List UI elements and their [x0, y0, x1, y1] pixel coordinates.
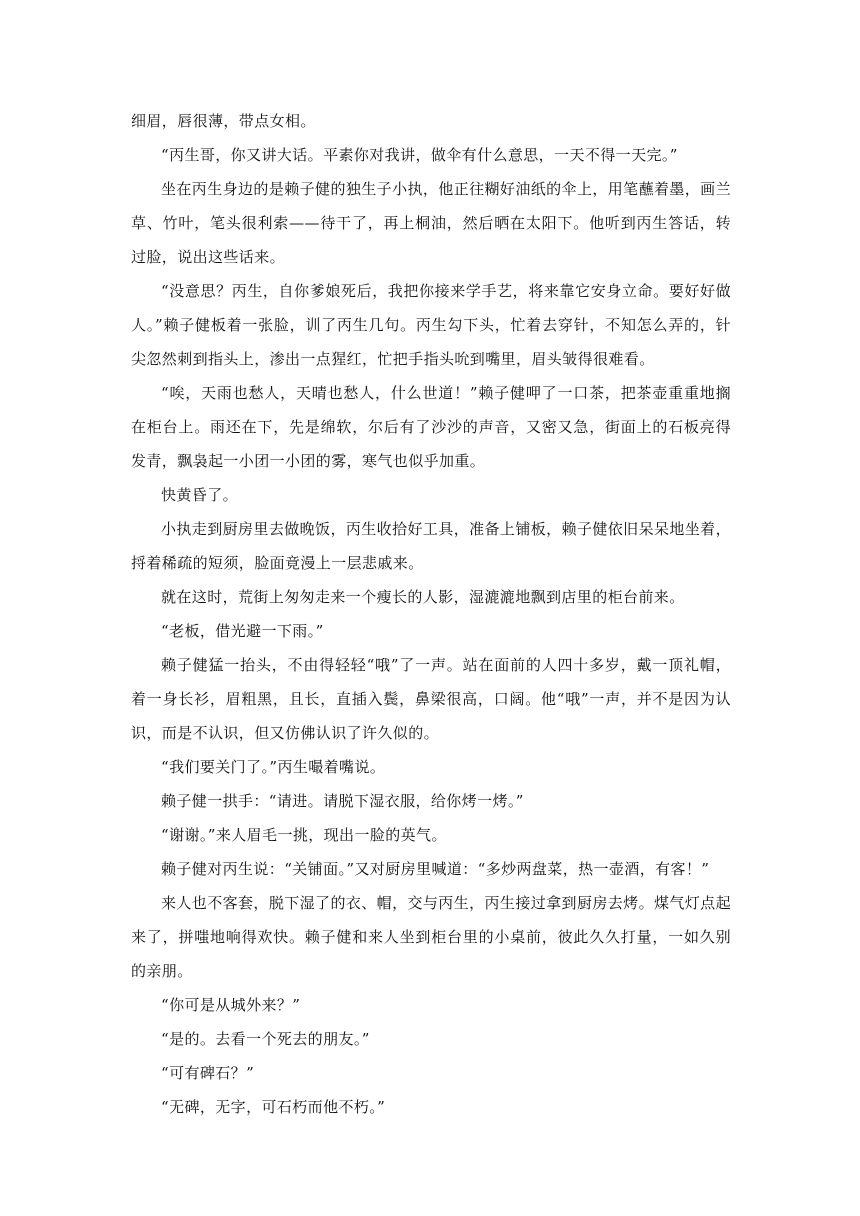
paragraph-stranger-request: “老板，借光避一下雨。” — [161, 622, 324, 640]
paragraph-orders: 赖子健对丙生说：“关铺面。”又对厨房里喊道：“多炒两盘菜，热一壶酒，有客！” — [161, 860, 710, 878]
paragraph-seated-together: 来人也不客套，脱下湿了的衣、帽，交与丙生，丙生接过拿到厨房去烤。煤气灯点起来了，拼嗤地响得欢快。赖子健和来人坐到柜台里的小桌前，彼此久久打量，一如久别的亲朋。 — [131, 894, 731, 980]
paragraph-invitation: 赖子健一拱手：“请进。请脱下湿衣服，给你烤一烤。” — [161, 792, 524, 810]
paragraph-lai-zijian-lecture: “没意思？丙生，自你爹娘死后，我把你接来学手艺，将来靠它安身立命。要好好做人。”赖子健板着一张脸，训了丙生几句。丙生勾下头，忙着去穿针，不知怎么弄的，针尖忽然刺到指头上，渗出一点猩红，忙把手指头吮到嘴里，眉头皱得很难看。 — [131, 282, 731, 368]
paragraph-dialogue-xiaozhi: “丙生哥，你又讲大话。平素你对我讲，做伞有什么意思，一天不得一天完。” — [161, 146, 678, 164]
paragraph-question-tombstone: “可有碑石？” — [161, 1064, 255, 1082]
paragraph-rain-description: “唉，天雨也愁人，天晴也愁人，什么世道！”赖子健呷了一口茶，把茶壶重重地搁在柜台上。雨还在下，先是绵软，尔后有了沙沙的声音，又密又急，街面上的石板亮得发青，飘袅起一小团一小团的雾，寒气也似乎加重。 — [131, 384, 731, 470]
paragraph-xiaozhi-painting: 坐在丙生身边的是赖子健的独生子小执，他正往糊好油纸的伞上，用笔蘸着墨，画兰草、竹叶，笔头很利索——待干了，再上桐油，然后晒在太阳下。他听到丙生答话，转过脸，说出这些话来。 — [131, 180, 731, 266]
paragraph-answer-origin: “是的。去看一个死去的朋友。” — [161, 1030, 370, 1048]
paragraph-stranger-description: 赖子健猛一抬头，不由得轻轻“哦”了一声。站在面前的人四十多岁，戴一顶礼帽，着一身长衫，眉粗黑，且长，直插入鬓，鼻梁很高，口阔。他“哦”一声，并不是因为认识，而是不认识，但又仿佛认识了许久似的。 — [131, 656, 731, 742]
paragraph-bingsheng-closing: “我们要关门了。”丙生嘬着嘴说。 — [161, 758, 386, 776]
paragraph-dinner-preparation: 小执走到厨房里去做晚饭，丙生收拾好工具，准备上铺板，赖子健依旧呆呆地坐着，捋着稀疏的短须，脸面竟漫上一层悲戚来。 — [131, 520, 731, 572]
paragraph-dusk: 快黄昏了。 — [161, 486, 239, 504]
paragraph-stranger-arrives: 就在这时，荒街上匆匆走来一个瘦长的人影，湿漉漉地飘到店里的柜台前来。 — [161, 588, 685, 606]
paragraph-question-origin: “你可是从城外来？” — [161, 996, 301, 1014]
paragraph-thanks: “谢谢。”来人眉毛一挑，现出一脸的英气。 — [161, 826, 447, 844]
paragraph-description-end: 细眉，唇很薄，带点女相。 — [131, 112, 316, 130]
paragraph-answer-tombstone: “无碑，无字，可石朽而他不朽。” — [161, 1098, 386, 1116]
story-text-body — [131, 104, 731, 1124]
